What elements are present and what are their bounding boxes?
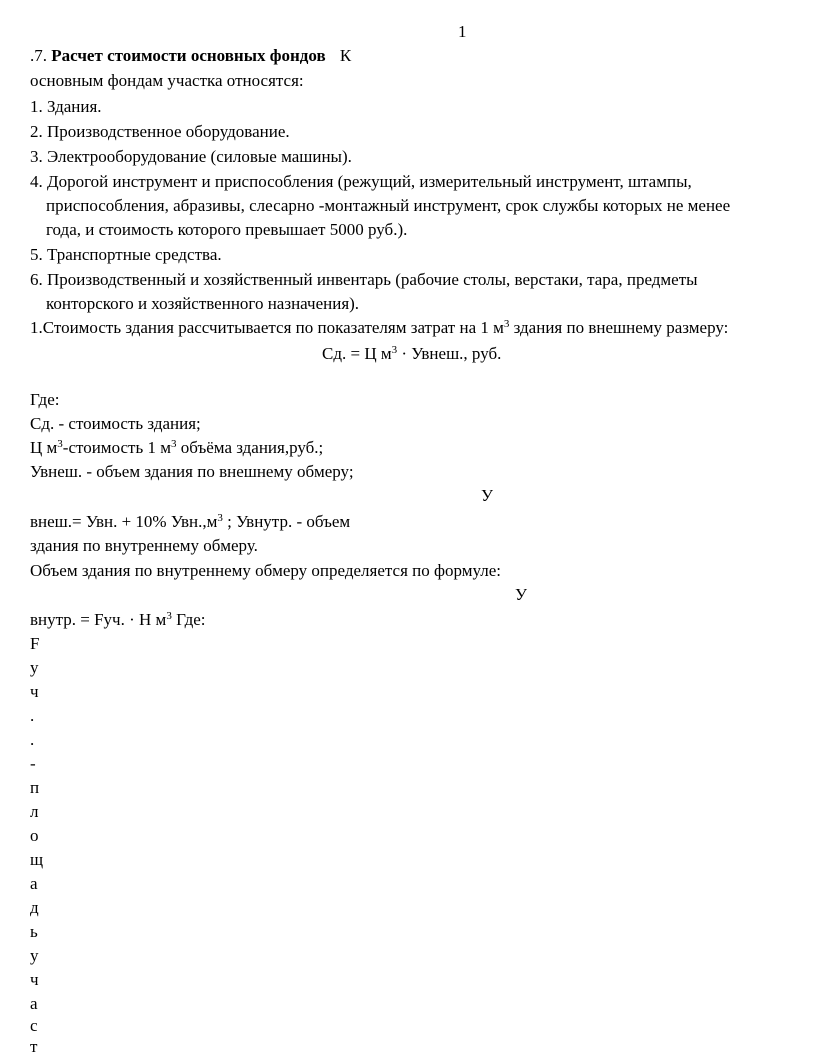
heading-title: Расчет стоимости основных фондов [51,46,326,65]
list-item: 5. Транспортные средства. [30,245,222,264]
definition: Ц $м^3$-стоимость 1 $м^3$ объёма здания,руб.; [30,438,324,457]
vertical-char: а [30,874,38,893]
vertical-char: . [30,730,35,749]
definition: Сд. - стоимость здания; [30,414,201,433]
list-item: 2. Производственное оборудование. [30,122,290,141]
vertical-char: - [30,754,36,773]
list-item-continuation: конторского и хозяйственного назначения). [46,294,360,313]
where-label: Где: [30,390,60,409]
vertical-char: о [30,826,39,845]
list-item-continuation: приспособления, абразивы, слесарно -монтажный инструмент, срок службы которых не менее [46,196,731,215]
vertical-char: ч [30,682,39,701]
formula-building-cost: Сд. = Ц $м^3$ · Увнеш., руб. [322,344,502,363]
section-heading [30,46,351,66]
list-item: 4. Дорогой инструмент и приспособления (режущий, измерительный инструмент, штампы, [30,172,692,191]
vertical-char: F [30,634,40,653]
vertical-char: п [30,778,40,797]
vertical-char: ч [30,970,39,989]
heading-number: .7. [30,46,47,65]
definition: внеш.= Увн. + 10% $Увн.,м^3$ ; Увнутр. - объем [30,512,351,531]
intro-line: основным фондам участка относятся: [30,71,304,90]
vertical-char: у [30,658,39,677]
vertical-char: щ [30,850,44,869]
heading-tail: К [339,46,352,65]
vertical-char: у [30,946,39,965]
vertical-char: т [30,1037,38,1056]
list-item: 1. Здания. [30,97,102,116]
list-item: 6. Производственный и хозяйственный инвентарь (рабочие столы, верстаки, тара, предметы [30,270,698,289]
vertical-char: с [30,1016,38,1035]
floating-letter: У [515,585,528,604]
definition: Увнеш. - объем здания по внешнему обмеру; [30,462,354,481]
vertical-char: д [30,898,39,917]
list-item-continuation: года, и стоимость которого превышает 5000 руб.). [46,220,408,239]
paragraph-internal-volume: Объем здания по внутреннему обмеру определяется по формуле: [30,561,502,580]
definition-continuation: здания по внутреннему обмеру. [30,536,258,555]
vertical-char: . [30,706,35,725]
floating-letter: У [481,486,494,505]
paragraph-building-cost: 1.Стоимость здания рассчитывается по показателям затрат на 1 $м^3$ здания по внешнему размеру: [30,318,729,337]
page-number: 1 [458,22,467,41]
formula-internal-volume: внутр. = Fуч. · Н $м^3$ Где: [30,610,206,629]
vertical-char: ь [30,922,38,941]
vertical-char: а [30,994,38,1013]
list-item: 3. Электрооборудование (силовые машины). [30,147,352,166]
vertical-char: л [30,802,39,821]
